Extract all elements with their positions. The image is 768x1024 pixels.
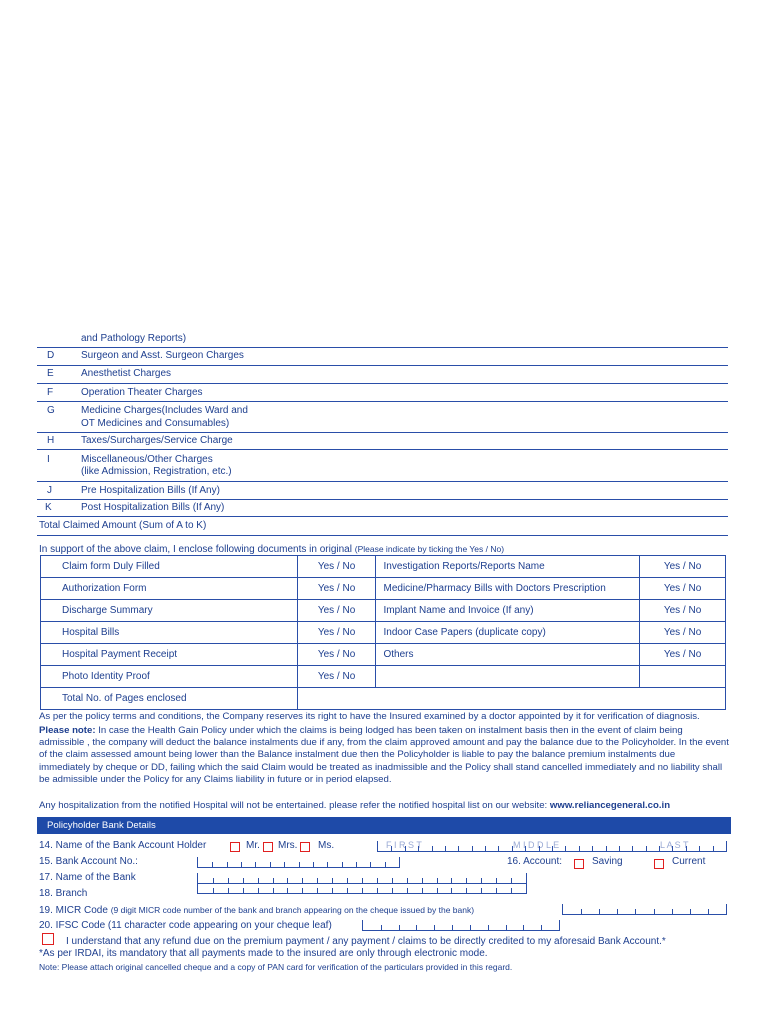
ms-label: Ms. <box>318 840 335 851</box>
field-tick <box>470 925 471 930</box>
expense-code: J <box>47 485 52 496</box>
saving-label: Saving <box>592 856 623 867</box>
doc-label: Discharge Summary <box>41 600 298 622</box>
field-tick <box>445 846 446 851</box>
field-tick <box>635 909 636 914</box>
middle-name-placeholder: M I D D L E <box>513 840 560 850</box>
field-tick <box>437 888 438 893</box>
expense-desc: Operation Theater Charges <box>81 387 203 398</box>
current-label: Current <box>672 856 706 867</box>
field-tick <box>416 925 417 930</box>
field-tick <box>659 846 660 851</box>
field-tick <box>617 909 618 914</box>
field-tick <box>422 888 423 893</box>
documents-intro-text: In support of the above claim, I enclose following documents in original <box>39 544 352 555</box>
divider <box>37 365 728 366</box>
expense-code: D <box>47 350 55 361</box>
documents-table <box>40 555 726 710</box>
expense-desc: Miscellaneous/Other Charges <box>81 454 213 465</box>
expense-desc: OT Medicines and Consumables) <box>81 418 230 429</box>
yes-no-option[interactable]: Yes / No <box>640 578 726 600</box>
field-tick <box>713 846 714 851</box>
divider <box>37 432 728 433</box>
yes-no-option[interactable]: Yes / No <box>297 622 376 644</box>
expense-desc: Medicine Charges(Includes Ward and <box>81 405 248 416</box>
field-tick <box>451 888 452 893</box>
field-tick <box>672 909 673 914</box>
q18-label: 18. Branch <box>39 888 88 899</box>
field-tick <box>525 846 526 851</box>
mrs-checkbox[interactable] <box>263 842 273 852</box>
field-tick <box>472 846 473 851</box>
q15-label: 15. Bank Account No.: <box>39 856 138 867</box>
field-tick <box>227 862 228 867</box>
divider <box>37 516 728 517</box>
doc-label: Hospital Payment Receipt <box>41 644 298 666</box>
field-tick <box>646 846 647 851</box>
expense-code: G <box>47 405 55 416</box>
divider <box>37 401 728 402</box>
field-tick <box>418 846 419 851</box>
please-note-label: Please note: <box>39 725 96 736</box>
field-tick <box>317 888 318 893</box>
mrs-label: Mrs. <box>278 840 298 851</box>
field-tick <box>243 888 244 893</box>
field-tick <box>241 862 242 867</box>
field-tick <box>654 909 655 914</box>
field-tick <box>434 925 435 930</box>
field-tick <box>399 925 400 930</box>
field-tick <box>407 888 408 893</box>
website-link[interactable]: www.reliancegeneral.co.in <box>549 800 671 811</box>
field-tick <box>270 862 271 867</box>
hospital-note-text: Any hospitalization from the notified Hospital will not be entertained. please refer the notified hospital list on our website: <box>39 800 548 811</box>
divider <box>37 535 728 536</box>
field-tick <box>581 909 582 914</box>
field-tick <box>579 846 580 851</box>
yes-no-option[interactable]: Yes / No <box>297 666 376 688</box>
field-tick <box>599 909 600 914</box>
field-tick <box>466 888 467 893</box>
expense-desc: Pre Hospitalization Bills (If Any) <box>81 485 220 496</box>
expense-code: I <box>47 454 50 465</box>
saving-checkbox[interactable] <box>574 859 584 869</box>
q19-row <box>39 904 474 917</box>
table-row <box>41 556 726 578</box>
field-tick <box>699 846 700 851</box>
expense-desc: (like Admission, Registration, etc.) <box>81 466 232 477</box>
field-tick <box>284 862 285 867</box>
please-note-text: In case the Health Gain Policy under which the claims is being lodged has been taken on instalment basis then in the event of claim being admissible , the company will deduct the balance instalments due if any, from the claim approved amount and pay the balance due to the Policyholder. In the event of the claim assessed amount being lower than the Balance instalment due then the Policyholder is liable to pay the balance premium instalments due immediately by cheque or DD, failing which the said Claim would be treated as inadmissible and the Policy shall stand cancelled immediately and no liability shall be admissible under the Policy for any Claims liability in future or in period elapsed. <box>39 725 729 785</box>
field-tick <box>381 925 382 930</box>
q19-note: (9 digit MICR code number of the bank and branch appearing on the cheque issued by the bank) <box>110 905 475 915</box>
yes-no-option <box>640 666 726 688</box>
total-claimed-label: Total Claimed Amount (Sum of A to K) <box>39 520 207 531</box>
doc-label: Hospital Bills <box>41 622 298 644</box>
field-tick <box>287 888 288 893</box>
q17-label: 17. Name of the Bank <box>39 872 136 883</box>
table-row <box>41 600 726 622</box>
field-tick <box>302 888 303 893</box>
field-tick <box>313 862 314 867</box>
field-tick <box>370 862 371 867</box>
expense-desc: Surgeon and Asst. Surgeon Charges <box>81 350 244 361</box>
branch-field[interactable] <box>197 883 527 894</box>
divider <box>37 347 728 348</box>
ms-checkbox[interactable] <box>300 842 310 852</box>
expense-desc: Post Hospitalization Bills (If Any) <box>81 502 225 513</box>
field-tick <box>506 925 507 930</box>
table-row <box>41 622 726 644</box>
yes-no-option[interactable]: Yes / No <box>297 556 376 578</box>
field-tick <box>391 846 392 851</box>
yes-no-option[interactable]: Yes / No <box>297 644 376 666</box>
account-number-field[interactable] <box>197 857 400 868</box>
field-tick <box>686 846 687 851</box>
field-tick <box>299 862 300 867</box>
field-tick <box>356 862 357 867</box>
table-row <box>41 644 726 666</box>
field-tick <box>496 888 497 893</box>
documents-intro-note: (Please indicate by ticking the Yes / No) <box>354 544 505 554</box>
field-tick <box>458 846 459 851</box>
ifsc-code-field[interactable] <box>362 920 560 931</box>
table-row <box>41 666 726 688</box>
q16-label: 16. Account: <box>507 856 563 867</box>
field-tick <box>255 862 256 867</box>
doc-label: Authorization Form <box>41 578 298 600</box>
field-tick <box>672 846 673 851</box>
field-tick <box>606 846 607 851</box>
mr-checkbox[interactable] <box>230 842 240 852</box>
current-checkbox[interactable] <box>654 859 664 869</box>
first-name-placeholder: F I R S T <box>386 840 422 850</box>
yes-no-option[interactable]: Yes / No <box>297 578 376 600</box>
expense-code: H <box>47 435 55 446</box>
attach-note: Note: Please attach original cancelled cheque and a copy of PAN card for verification of the particulars provided in this regard. <box>39 962 513 972</box>
table-row <box>41 578 726 600</box>
divider <box>37 383 728 384</box>
field-tick <box>481 888 482 893</box>
field-tick <box>228 888 229 893</box>
yes-no-option[interactable]: Yes / No <box>297 600 376 622</box>
doc-label: Medicine/Pharmacy Bills with Doctors Prescription <box>376 578 640 600</box>
field-tick <box>377 888 378 893</box>
field-tick <box>488 925 489 930</box>
field-tick <box>385 862 386 867</box>
field-tick <box>619 846 620 851</box>
field-tick <box>405 846 406 851</box>
field-tick <box>512 846 513 851</box>
field-tick <box>690 909 691 914</box>
please-note-paragraph <box>39 725 729 786</box>
table-row <box>41 688 726 710</box>
field-tick <box>552 846 553 851</box>
field-tick <box>258 888 259 893</box>
yes-no-option[interactable]: Yes / No <box>640 600 726 622</box>
q19-label: 19. MICR Code <box>39 905 108 916</box>
doc-label <box>376 666 640 688</box>
total-pages-label: Total No. of Pages enclosed <box>41 688 298 710</box>
field-tick <box>213 888 214 893</box>
divider <box>37 499 728 500</box>
divider <box>37 481 728 482</box>
field-tick <box>362 888 363 893</box>
hospital-note <box>39 800 729 812</box>
account-holder-name-field[interactable] <box>377 841 727 852</box>
doc-label: Implant Name and Invoice (If any) <box>376 600 640 622</box>
doc-label: Claim form Duly Filled <box>41 556 298 578</box>
doc-label: Photo Identity Proof <box>41 666 298 688</box>
field-tick <box>708 909 709 914</box>
consent-text: I understand that any refund due on the premium payment / any payment / claims to be directly credited to my aforesaid Bank Account.* <box>66 936 666 947</box>
divider <box>37 449 728 450</box>
expense-code: K <box>45 502 52 513</box>
irdai-note: *As per IRDAI, its mandatory that all payments made to the insured are only through electronic mode. <box>39 948 488 959</box>
field-tick <box>539 846 540 851</box>
field-tick <box>498 846 499 851</box>
field-tick <box>632 846 633 851</box>
field-tick <box>332 888 333 893</box>
yes-no-option[interactable]: Yes / No <box>640 556 726 578</box>
q14-label: 14. Name of the Bank Account Holder <box>39 840 207 851</box>
q20-label: 20. IFSC Code (11 character code appearing on your cheque leaf) <box>39 920 332 931</box>
expense-desc: Anesthetist Charges <box>81 368 172 379</box>
field-tick <box>485 846 486 851</box>
expense-continued-text: and Pathology Reports) <box>81 333 187 344</box>
field-tick <box>511 888 512 893</box>
field-tick <box>541 925 542 930</box>
total-pages-field[interactable] <box>297 688 725 710</box>
field-tick <box>327 862 328 867</box>
field-tick <box>432 846 433 851</box>
expense-desc: Taxes/Surcharges/Service Charge <box>81 435 233 446</box>
policy-terms-note: As per the policy terms and conditions, the Company reserves its right to have the Insured examined by a doctor appointed by it for verification of diagnosis. <box>39 711 700 722</box>
last-name-placeholder: L A S T <box>660 840 689 850</box>
field-tick <box>212 862 213 867</box>
mr-label: Mr. <box>246 840 260 851</box>
field-tick <box>392 888 393 893</box>
yes-no-option[interactable]: Yes / No <box>640 644 726 666</box>
doc-label: Investigation Reports/Reports Name <box>376 556 640 578</box>
field-tick <box>565 846 566 851</box>
doc-label: Others <box>376 644 640 666</box>
bank-details-banner: Policyholder Bank Details <box>37 817 731 834</box>
consent-checkbox[interactable] <box>42 933 54 945</box>
micr-code-field[interactable] <box>562 904 727 915</box>
field-tick <box>347 888 348 893</box>
yes-no-option[interactable]: Yes / No <box>640 622 726 644</box>
doc-label: Indoor Case Papers (duplicate copy) <box>376 622 640 644</box>
expense-code: F <box>47 387 54 398</box>
field-tick <box>342 862 343 867</box>
field-tick <box>592 846 593 851</box>
field-tick <box>452 925 453 930</box>
expense-code: E <box>47 368 54 379</box>
field-tick <box>523 925 524 930</box>
field-tick <box>273 888 274 893</box>
